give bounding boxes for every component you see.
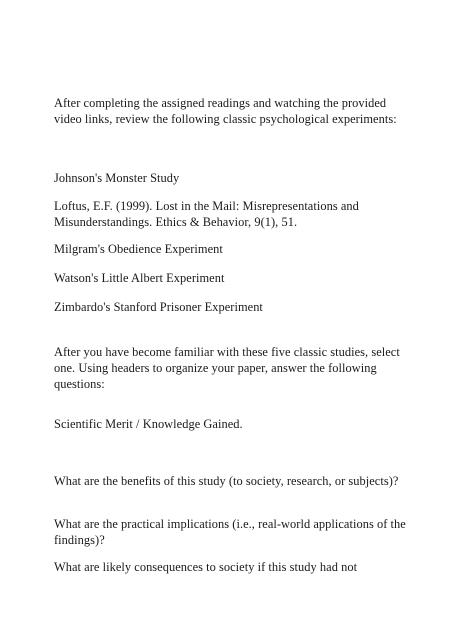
study-item: Milgram's Obedience Experiment (54, 242, 223, 256)
study-item: Johnson's Monster Study (54, 171, 180, 185)
question-item: What are likely consequences to society if this study had not (54, 560, 358, 574)
question-item: What are the benefits of this study (to society, research, or subjects)? (54, 474, 399, 488)
question-item: What are the practical implications (i.e., real-world applications of the findings)? (54, 517, 406, 547)
intro-paragraph: After completing the assigned readings and watching the provided video links, review the following classic psychological experiments: (54, 96, 397, 126)
instructions-paragraph: After you have become familiar with these five classic studies, select one. Using headers to organize your paper, answer the following questions: (54, 345, 400, 391)
study-item: Watson's Little Albert Experiment (54, 271, 225, 285)
study-item: Loftus, E.F. (1999). Lost in the Mail: Misrepresentations and Misunderstandings. Ethics & Behavior, 9(1), 51. (54, 199, 359, 229)
study-item: Zimbardo's Stanford Prisoner Experiment (54, 300, 263, 314)
section-heading: Scientific Merit / Knowledge Gained. (54, 417, 243, 431)
